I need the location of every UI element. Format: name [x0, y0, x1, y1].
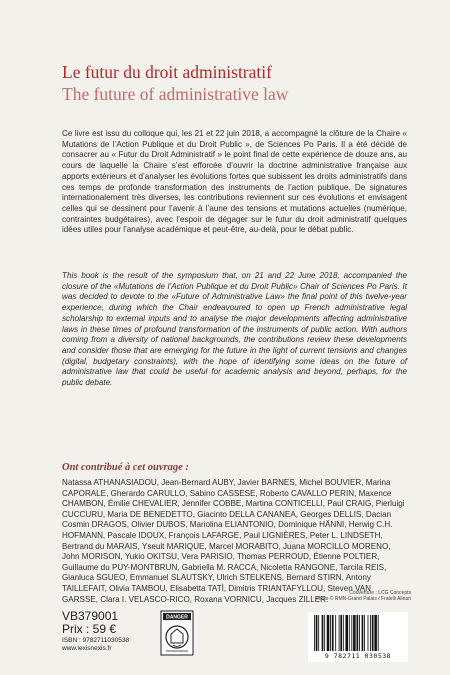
barcode-bar [357, 615, 359, 651]
barcode-bar [364, 615, 365, 651]
barcode-bar [345, 615, 348, 651]
summary-english: This book is the result of the symposium that, on 21 and 22 June 2018, accompanied the closure of the «Mutations de l’Action Publique et du Droit Public» Chair of Sciences Po Paris. It was decided to devote to the «Future of Administrative Law» the final point of this twelve-year experience, during which the Chair endeavoured to open up French administrative legal scholarship to external inputs and to analyse the major developments affecting administrative laws in these times of profound transformation of the instruments of public action. With authors coming from a diversity of national backgrounds, the contributions review these developments and consider those that are emerging for the future in the light of current tensions and changes (digital, budgetary constraints), with the hope of identifying some ideas on the future of administrative law that could be useful for academic analysis and beyond, perhaps, for the public debate. [62, 271, 407, 388]
barcode-bar [340, 615, 342, 651]
barcode-bar [372, 615, 374, 651]
barcode-bar [351, 615, 352, 651]
barcode-number: 9 782711 030538 [324, 652, 392, 660]
barcode-bar [332, 615, 334, 651]
barcode-bar [330, 615, 331, 651]
contributors-heading: Ont contribué à cet ouvrage : [62, 462, 189, 473]
title-french: Le futur du droit administratif [62, 62, 272, 82]
cover-credits [296, 590, 411, 602]
summary-french: Ce livre est issu du colloque qui, les 21 et 22 juin 2018, a accompagné la clôture de la Chaire « Mutations de l’Action Publique et du Droit Public », de Sciences Po Paris. Il a été décidé de consacrer au « Futur du Droit Administratif » le point final de cette expérience de douze ans, au cours de laquelle la Chaire s’est efforcée d’ouvrir la doctrine administrative française aux apports extérieurs et d’analyser les évolutions fortes que subissent les droits administratifs dans ces temps de profonde transformation des instruments de l’action publique. De signatures internationalement très diverses, les contributions reviennent sur ces évolutions et envisagent celles qui se dessinent pour l’avenir à l’aune des tensions et mutations actuelles (numérique, contraintes budgétaires), avec l’espoir de dégager sur le futur du droit administratif quelques idées utiles pour l’analyse académique et peut-être, au-delà, pour le débat public. [62, 129, 407, 235]
price: Prix : 59 € [62, 622, 117, 636]
barcode-bar [353, 615, 356, 651]
photo-credit: Photo © RMN-Grand Palais / Fratelli Alinari [315, 596, 411, 603]
barcode-bar [335, 615, 336, 651]
barcode-bar [322, 615, 324, 651]
reference-block [62, 610, 129, 653]
title-english: The future of administrative law [62, 84, 289, 104]
publisher-website: www.lexisnexis.fr [62, 645, 112, 652]
isbn-barcode [308, 612, 408, 662]
barcode-bar [324, 615, 325, 651]
barcode-bar [359, 615, 360, 651]
barcode-bars [314, 615, 402, 651]
barcode-bar [374, 615, 377, 651]
danger-photocopillage-icon [160, 610, 194, 656]
contributors-list: Natassa ATHANASIADOU, Jean-Bernard AUBY, Javier BARNES, Michel BOUVIER, Marina CAPORALE, Gherardo CARULLO, Sabino CASSESE, Roberto CAVALLO PERIN, Maxence CHAMBON, Émilie CHEVALIER, Jennifer COBBE, Martina CONTICELLI, Paul CRAIG, Pierluigi CUCCURU, Maria DE BENEDETTO, Giacinto DELLA CANANEA, Georges DELLIS, Dacian Cosmin DRAGOS, Olivier DUBOS, Mariolina ELIANTONIO, Dominique HÄNNI, Herwig C.H. HOFMANN, Pascale IDOUX, François LAFARGE, Paul LIGNIÈRES, Peter L. LINDSETH, Bertrand du MARAIS, Yseult MARIQUE, Marcel MORABITO, Juana MORCILLO MORENO, John MORISON, Yukio OKITSU, Vera PARISIO, Thomas PERROUD, Étienne POLTIER, Guillaume du PUY-MONTBRUN, Gabriella M. RACCA, Nicoletta RANGONE, Tarcila REIS, Gianluca SGUEO, Emmanuel SLAUTSKY, Ulrich STELKENS, Bernard STIRN, Antony TAILLEFAIT, Olivia TAMBOU, Elisabetta TATÌ, Dimitris TRIANTAFYLLOU, Steven VAN GARSSE, Clara I. VELASCO-RICO, Roxana VORNICU, Jacques ZILLER. [62, 478, 405, 604]
barcode-bar [339, 615, 340, 651]
barcode-bar [378, 615, 379, 651]
danger-label: DANGER [166, 614, 188, 621]
barcode-bar [327, 615, 330, 651]
barcode-bar [316, 615, 318, 651]
barcode-bar [349, 615, 350, 651]
isbn: ISBN : 9782711030538 [62, 637, 130, 644]
barcode-bar [362, 615, 364, 651]
barcode-bar [368, 615, 369, 651]
barcode-bar [343, 615, 344, 651]
reference-code: VB379001 [62, 609, 119, 623]
barcode-bar [318, 615, 319, 651]
cover-design-credit: Couverture : LCG Concepts [349, 590, 411, 596]
barcode-bar [370, 615, 371, 651]
barcode-bar [314, 615, 315, 651]
